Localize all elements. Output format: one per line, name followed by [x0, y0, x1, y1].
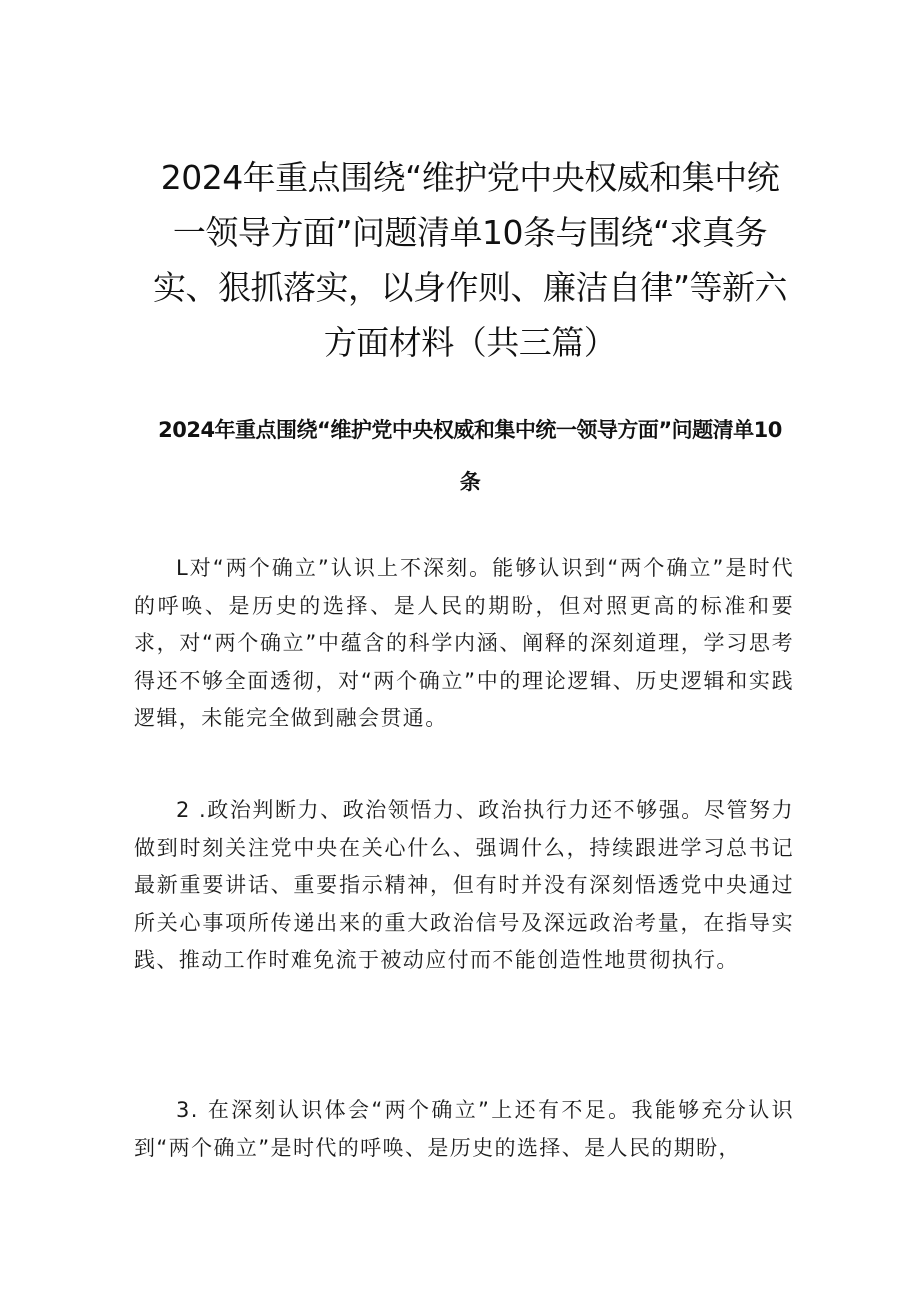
document-title: 2024年重点围绕“维护党中央权威和集中统一领导方面”问题清单10条与围绕“求真务实、狠抓落实，以身作则、廉洁自律”等新六方面材料（共三篇）: [152, 158, 788, 362]
paragraph-2: 2 .政治判断力、政治领悟力、政治执行力还不够强。尽管努力做到时刻关注党中央在关心什么、强调什么，持续跟进学习总书记最新重要讲话、重要指示精神，但有时并没有深刻悟透党中央通过所关心事项所传递出来的重大政治信号及深远政治考量，在指导实践、推动工作时难免流于被动应付而不能创造性地贯彻执行。: [134, 798, 794, 972]
section-title: 2024年重点围绕“维护党中央权威和集中统一领导方面”问题清单10条: [158, 418, 782, 494]
paragraph-3: 3. 在深刻认识体会“两个确立”上还有不足。我能够充分认识到“两个确立”是时代的呼唤、是历史的选择、是人民的期盼，: [134, 1098, 794, 1160]
paragraph-1: L对“两个确立”认识上不深刻。能够认识到“两个确立”是时代的呼唤、是历史的选择、是人民的期盼，但对照更高的标准和要求，对“两个确立”中蕴含的科学内涵、阐释的深刻道理，学习思考得还不够全面透彻，对“两个确立”中的理论逻辑、历史逻辑和实践逻辑，未能完全做到融会贯通。: [134, 556, 794, 730]
